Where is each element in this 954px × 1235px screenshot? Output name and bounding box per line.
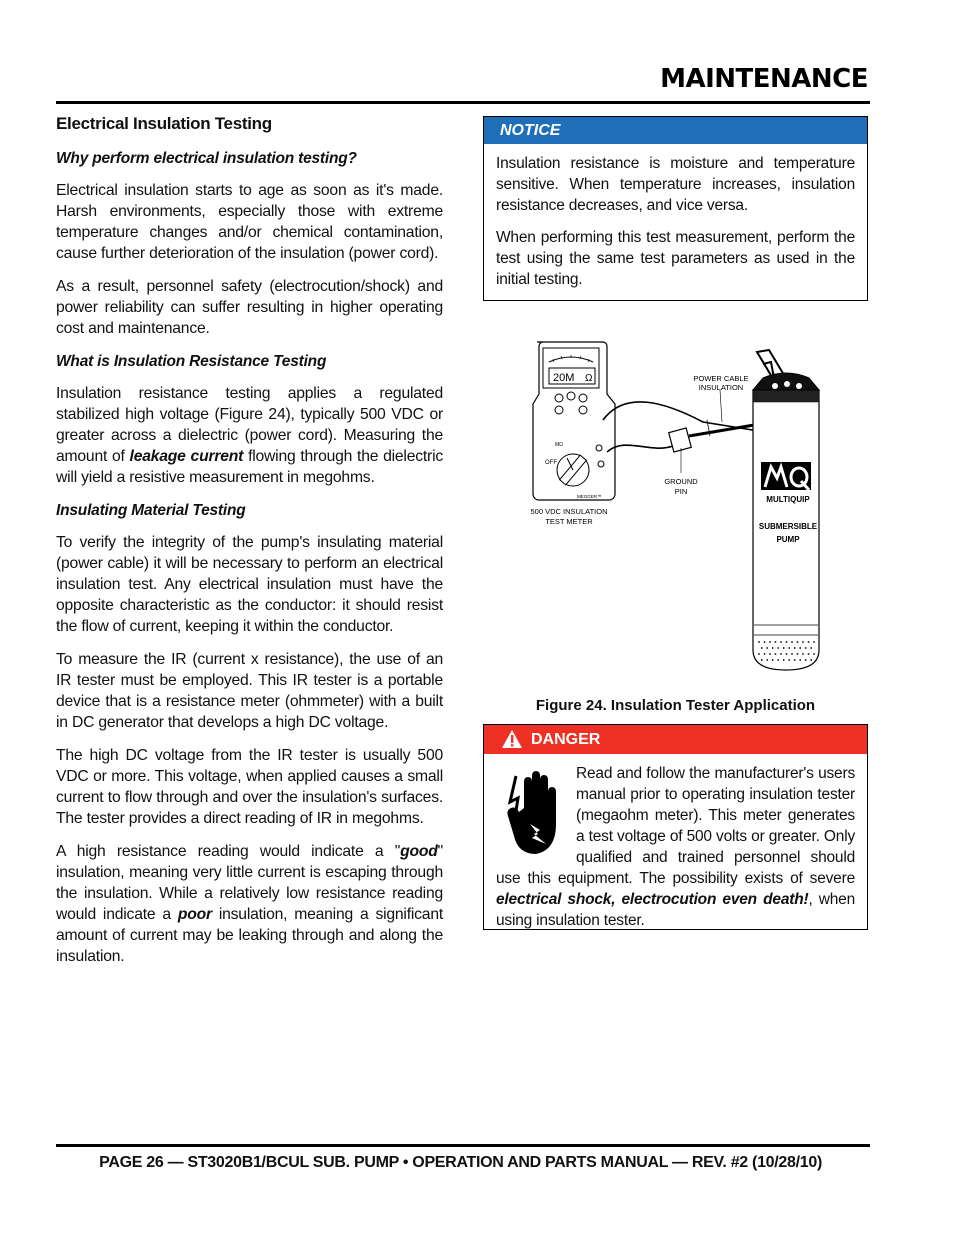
subheading-what: What is Insulation Resistance Testing	[56, 353, 327, 370]
screen-dot	[780, 653, 782, 655]
screen-dot	[791, 653, 793, 655]
paragraph-ir-testing: Insulation resistance testing applies a regulated stabilized high voltage (Figure 24), typically 500 VDC or greater across a dielectric (power cord). Measuring the amount of leakage current flowing through the dielectric will yield a resistive measurement in megohms.	[56, 385, 444, 486]
insulation-tester-figure	[525, 340, 825, 685]
meter-caption-line-1: 500 VDC INSULATION	[530, 507, 608, 516]
electric-shock-hand-icon	[494, 768, 564, 858]
cable-label-line-1: POWER CABLE	[693, 374, 749, 383]
notice-label: NOTICE	[484, 117, 867, 144]
screen-dot	[788, 659, 790, 661]
screen-dot	[797, 653, 799, 655]
notice-box	[483, 116, 868, 301]
screen-dot	[794, 647, 796, 649]
meter-off-label: OFF	[545, 460, 557, 466]
meter-caption-line-2: TEST METER	[545, 517, 593, 526]
screen-dot	[764, 653, 766, 655]
paragraph-dc-voltage: The high DC voltage from the IR tester is usually 500 VDC or more. This voltage, when applied causes a small current to flow through and over the insulation's surfaces. The tester provides a direct reading of IR in megohms.	[56, 747, 443, 827]
paragraph-safety: As a result, personnel safety (electrocution/shock) and power reliability can suffer resulting in higher operating cost and maintenance.	[56, 278, 443, 337]
screen-dot	[808, 653, 810, 655]
megohm-meter	[533, 342, 615, 500]
figure-caption: Figure 24. Insulation Tester Application	[535, 697, 816, 714]
submersible-pump	[753, 350, 819, 670]
paragraph-ir-tester: To measure the IR (current x resistance), the use of an IR tester must be employed. This IR tester is a portable device that is a resistance meter (ohmmeter) with a built in DC generator that develops a high DC voltage.	[56, 651, 443, 731]
header-rule	[56, 101, 870, 104]
screen-dot	[769, 653, 771, 655]
pump-label-line-2: PUMP	[776, 535, 800, 544]
screen-dot	[797, 641, 799, 643]
danger-label: DANGER	[531, 731, 601, 748]
page-footer: PAGE 26 — ST3020B1/BCUL SUB. PUMP • OPERATION AND PARTS MANUAL — REV. #2 (10/28/10)	[99, 1154, 822, 1171]
screen-dot	[761, 647, 763, 649]
screen-dot	[764, 641, 766, 643]
paragraph-integrity: To verify the integrity of the pump's insulating material (power cable) it will be necessary to perform an electrical insulation test. Any electrical insulation must have the opposite characteristic as the conductor: it should resist the flow of current, keeping it within the conductor.	[56, 534, 443, 635]
screen-dot	[786, 641, 788, 643]
warning-triangle-icon	[501, 729, 523, 749]
screen-dot	[791, 641, 793, 643]
subheading-material: Insulating Material Testing	[56, 502, 246, 519]
screen-dot	[783, 647, 785, 649]
screen-dot	[777, 659, 779, 661]
screen-dot	[813, 641, 815, 643]
danger-emphasis: electrical shock, electrocution even death!	[496, 891, 809, 908]
notice-paragraph-2: When performing this test measurement, perform the test using the same test parameters as used in the initial testing.	[496, 229, 855, 288]
pump-label-line-1: SUBMERSIBLE	[758, 522, 818, 531]
page-section-title: MAINTENANCE	[660, 64, 868, 94]
ground-pin-label-line-2: PIN	[674, 487, 688, 496]
screen-dot	[766, 659, 768, 661]
screen-dot	[802, 641, 804, 643]
screen-dot	[775, 653, 777, 655]
screen-dot	[761, 659, 763, 661]
screen-dot	[783, 659, 785, 661]
screen-dot	[772, 647, 774, 649]
meter-reading: 20M	[553, 372, 575, 384]
screen-dot	[799, 659, 801, 661]
pump-brand-label: MULTIQUIP	[766, 495, 810, 504]
left-column	[56, 113, 443, 979]
screen-dot	[813, 653, 815, 655]
screen-dot	[805, 659, 807, 661]
section-heading: Electrical Insulation Testing	[56, 114, 272, 133]
paragraph-aging: Electrical insulation starts to age as soon as it's made. Harsh environments, especially those with extreme temperature changes and/or chemical contamination, cause further deterioration of the insulation (power cord).	[56, 182, 443, 262]
screen-dot	[810, 647, 812, 649]
danger-box	[483, 724, 868, 930]
ground-pin-label-line-1: GROUND	[664, 477, 698, 486]
danger-text: Read and follow the manufacturer's users manual prior to operating insulation tester (megaohm meter). This meter generates a test voltage of 500 volts or greater. Only qualified and trained personnel should use this equipment. The possibility exists of severe electrical shock, electrocution even death!, when using insulation tester.	[496, 765, 855, 929]
screen-dot	[780, 641, 782, 643]
screen-dot	[805, 647, 807, 649]
danger-header	[484, 725, 867, 754]
screen-dot	[788, 647, 790, 649]
term-good: good	[400, 843, 438, 860]
screen-dot	[758, 653, 760, 655]
paragraph-reading: A high resistance reading would indicate a "good" insulation, meaning very little current is escaping through the insulation. While a relatively low resistance reading would indicate a poor insulation, meaning a significant amount of current may be leaking through and along the insulation.	[56, 843, 444, 965]
subheading-why: Why perform electrical insulation testing?	[56, 150, 357, 167]
meter-brand-label: MEGGER™	[577, 494, 602, 499]
meter-ohm-symbol: Ω	[585, 373, 593, 384]
screen-dot	[772, 659, 774, 661]
screen-dot	[777, 647, 779, 649]
screen-dot	[766, 647, 768, 649]
test-leads	[603, 390, 765, 473]
screen-dot	[794, 659, 796, 661]
screen-dot	[775, 641, 777, 643]
term-poor: poor	[177, 906, 212, 923]
notice-paragraph-1: Insulation resistance is moisture and temperature sensitive. When temperature increases, insulation resistance decreases, and vice versa.	[496, 155, 855, 214]
screen-dot	[810, 659, 812, 661]
screen-dot	[799, 647, 801, 649]
screen-dot	[786, 653, 788, 655]
cable-label-line-2: INSULATION	[698, 383, 744, 392]
screen-dot	[758, 641, 760, 643]
term-leakage-current: leakage current	[129, 448, 244, 465]
meter-mohm-label: MΩ	[555, 442, 563, 448]
screen-dot	[808, 641, 810, 643]
screen-dot	[769, 641, 771, 643]
screen-dot	[802, 653, 804, 655]
footer-rule	[56, 1144, 870, 1147]
